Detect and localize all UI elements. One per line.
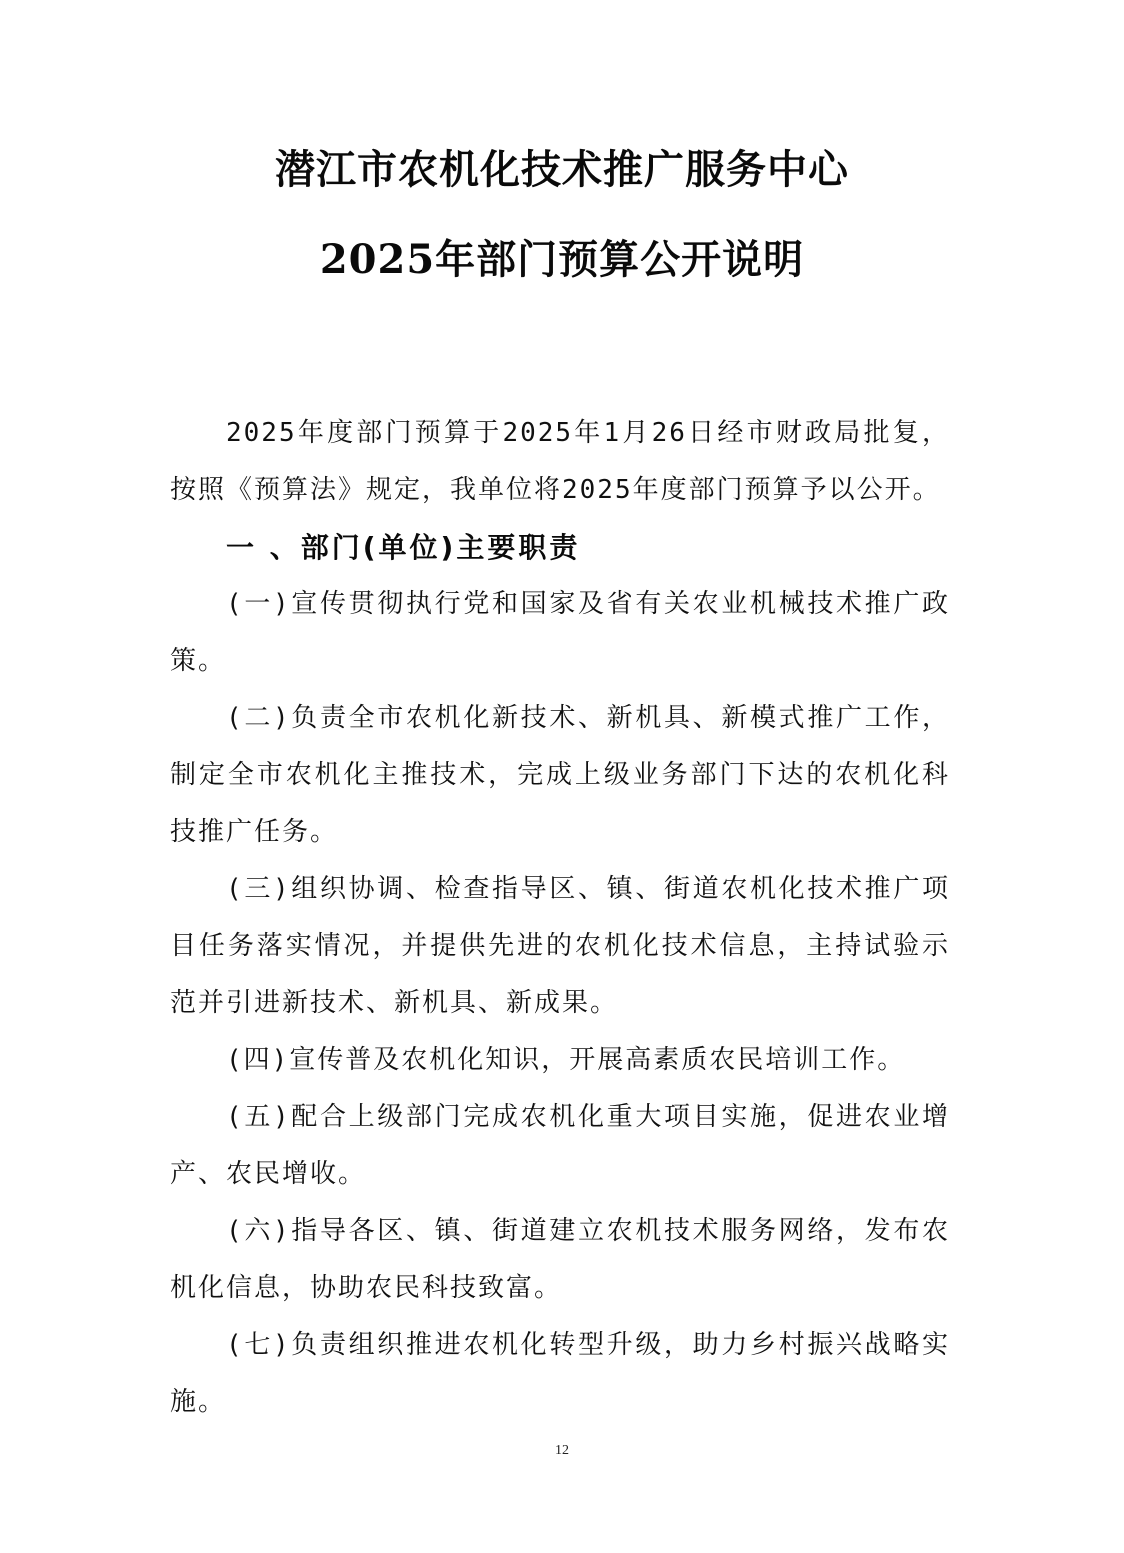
duty-item: (二)负责全市农机化新技术、新机具、新模式推广工作，制定全市农机化主推技术，完成上级业务部门下达的农机化科技推广任务。 [170, 703, 950, 847]
duty-item: (七)负责组织推进农机化转型升级，助力乡村振兴战略实施。 [170, 1330, 950, 1417]
intro-paragraph: 2025年度部门预算于2025年1月26日经市财政局批复，按照《预算法》规定，我单位将2025年度部门预算予以公开。 [170, 418, 950, 505]
document-body [170, 405, 950, 1431]
document-subtitle: 2025年部门预算公开说明 [319, 236, 805, 283]
duty-item: (六)指导各区、镇、街道建立农机技术服务网络，发布农机化信息，协助农民科技致富。 [170, 1216, 950, 1303]
section-heading-duties: 一 、部门(单位)主要职责 [226, 531, 581, 564]
page-number: 12 [555, 1443, 569, 1458]
duty-item: (一)宣传贯彻执行党和国家及省有关农业机械技术推广政策。 [170, 589, 950, 676]
duty-item: (三)组织协调、检查指导区、镇、街道农机化技术推广项目任务落实情况，并提供先进的农机化技术信息，主持试验示范并引进新技术、新机具、新成果。 [170, 874, 950, 1018]
duty-item: (五)配合上级部门完成农机化重大项目实施，促进农业增产、农民增收。 [170, 1102, 950, 1189]
duty-item: (四)宣传普及农机化知识，开展高素质农民培训工作。 [226, 1045, 906, 1075]
document-title: 潜江市农机化技术推广服务中心 [275, 146, 849, 193]
